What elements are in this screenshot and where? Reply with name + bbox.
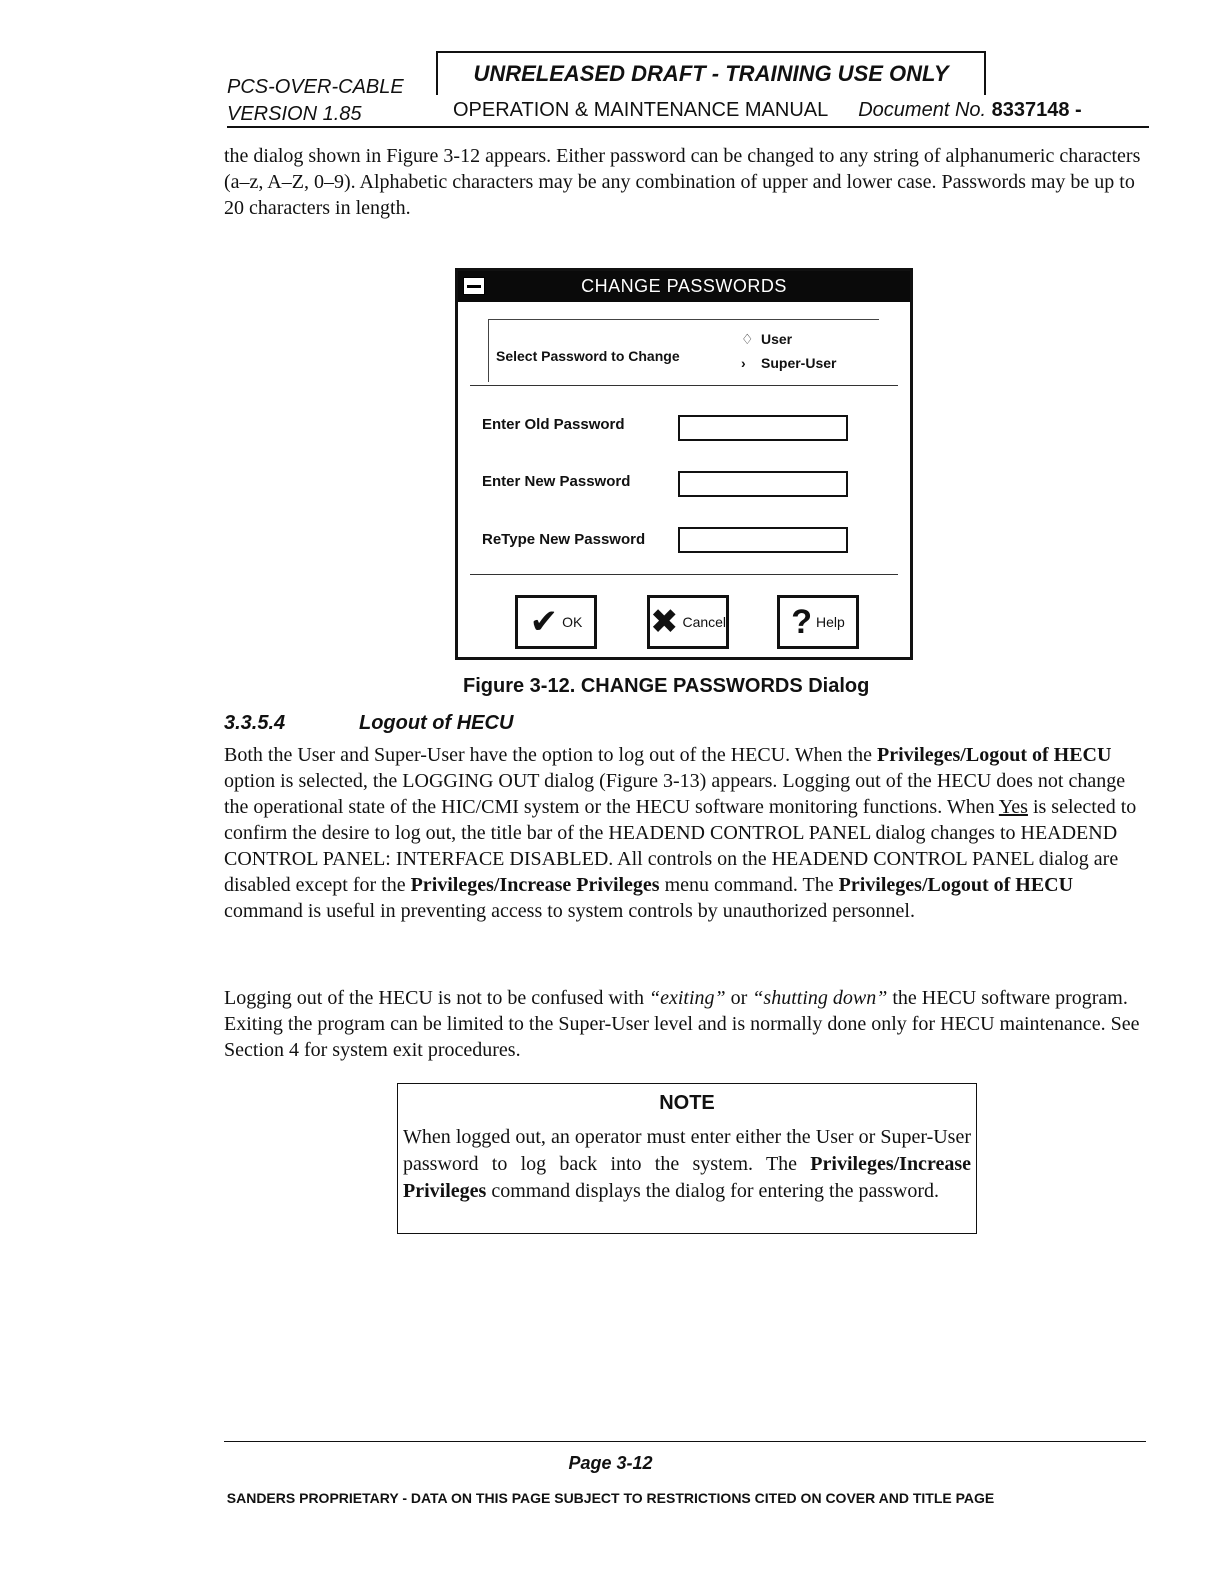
italic-term: “shutting down”	[752, 987, 888, 1009]
cancel-button[interactable]	[647, 595, 729, 649]
text-run: the HECU software program. Exiting the program can be limited to the Super-User level and is normally done only for HECU maintenance. See Section 4 for system exit procedures.	[224, 987, 1140, 1061]
menu-command-text: Privileges/Logout of HECU	[877, 744, 1112, 766]
text-run: command is useful in preventing access to system controls by unauthorized personnel.	[224, 900, 915, 922]
cross-icon: ✖	[649, 603, 679, 641]
new-password-input[interactable]	[678, 471, 848, 497]
doc-number: 8337148 -	[991, 99, 1082, 121]
radio-selected-icon: ♢	[741, 331, 754, 347]
header-rule	[227, 126, 1149, 128]
draft-banner: UNRELEASED DRAFT - TRAINING USE ONLY	[436, 51, 986, 95]
retype-password-input[interactable]	[678, 527, 848, 553]
new-password-label: Enter New Password	[482, 473, 631, 490]
note-box	[397, 1083, 977, 1234]
italic-term: “exiting”	[648, 987, 726, 1009]
old-password-label: Enter Old Password	[482, 416, 625, 433]
checkmark-icon: ✔	[529, 603, 559, 641]
footer-rule	[224, 1441, 1146, 1442]
radio-superuser-label: Super-User	[761, 355, 837, 371]
radio-user-label: User	[761, 331, 793, 347]
menu-command-text: Privileges/Logout of HECU	[838, 874, 1074, 896]
manual-subtitle	[453, 99, 1082, 122]
text-run: is selected to confirm the desire to log out, the title bar of the HEADEND CONTROL PANEL dialog changes to HEADEND CONTROL PANEL: INTERFACE DISABLED. All controls on the HEADEND CONTROL PANEL dialog are disabled except for the	[224, 796, 1137, 896]
text-run: option is selected, the LOGGING OUT dialog (Figure 3-13) appears. Logging out of the HECU does not change the operational state of the HIC/CMI system or the HECU software monitoring functions. When	[224, 770, 1126, 818]
page-number: Page 3-12	[568, 1453, 653, 1473]
exit-paragraph	[224, 985, 1154, 1063]
yes-text: Yes	[998, 796, 1028, 818]
divider-bottom	[470, 574, 898, 575]
text-run: or	[725, 987, 753, 1009]
figure-caption: Figure 3-12. CHANGE PASSWORDS Dialog	[463, 675, 870, 697]
text-run: When logged out, an operator must enter either the User or Super-User password to log back into the system. The	[403, 1126, 971, 1175]
retype-password-label: ReType New Password	[482, 531, 646, 548]
help-button[interactable]	[777, 595, 859, 649]
section-title: Logout of HECU	[359, 712, 514, 734]
radio-unselected-icon: ›	[741, 355, 746, 371]
header-product-block	[227, 74, 404, 128]
manual-title: OPERATION & MAINTENANCE MANUAL	[453, 99, 829, 121]
proprietary-notice: SANDERS PROPRIETARY - DATA ON THIS PAGE SUBJECT TO RESTRICTIONS CITED ON COVER AND TITLE PAGE	[226, 1490, 995, 1506]
doc-label: Document No.	[858, 99, 987, 121]
radio-user[interactable]	[741, 331, 792, 348]
menu-command-text: Privileges/Increase Privileges	[410, 874, 660, 896]
text-run: Both the User and Super-User have the option to log out of the HECU. When the	[224, 744, 877, 766]
text-run: menu command. The	[659, 874, 839, 896]
note-title: NOTE	[659, 1092, 715, 1114]
text-run: command displays the dialog for entering the password.	[486, 1180, 939, 1202]
ok-label: OK	[562, 614, 583, 630]
cancel-label: Cancel	[682, 614, 727, 630]
old-password-input[interactable]	[678, 415, 848, 441]
ok-button[interactable]	[515, 595, 597, 649]
product-version: VERSION 1.85	[227, 103, 362, 125]
dialog-title: CHANGE PASSWORDS	[581, 276, 787, 296]
change-passwords-dialog	[455, 268, 913, 660]
help-label: Help	[815, 614, 845, 630]
dialog-title-bar	[458, 271, 910, 302]
intro-paragraph: the dialog shown in Figure 3-12 appears. Either password can be changed to any string of alphanumeric characters (a–z, A–Z, 0–9). Alphabetic characters may be any combination of upper and lower case. Passwords may be up to 20 characters in length.	[224, 145, 1141, 219]
product-name: PCS-OVER-CABLE	[227, 76, 404, 98]
menu-command-text: Privileges/Increase Privileges	[403, 1153, 971, 1202]
section-heading	[224, 712, 513, 735]
group-label: Select Password to Change	[496, 348, 680, 364]
system-menu-icon[interactable]	[463, 277, 485, 295]
radio-superuser[interactable]	[741, 355, 836, 371]
text-run: Logging out of the HECU is not to be confused with	[224, 987, 649, 1009]
question-icon: ?	[791, 603, 812, 641]
section-number: 3.3.5.4	[224, 712, 286, 734]
note-body	[403, 1124, 971, 1205]
logout-paragraph	[224, 742, 1154, 924]
divider-top	[470, 385, 898, 386]
